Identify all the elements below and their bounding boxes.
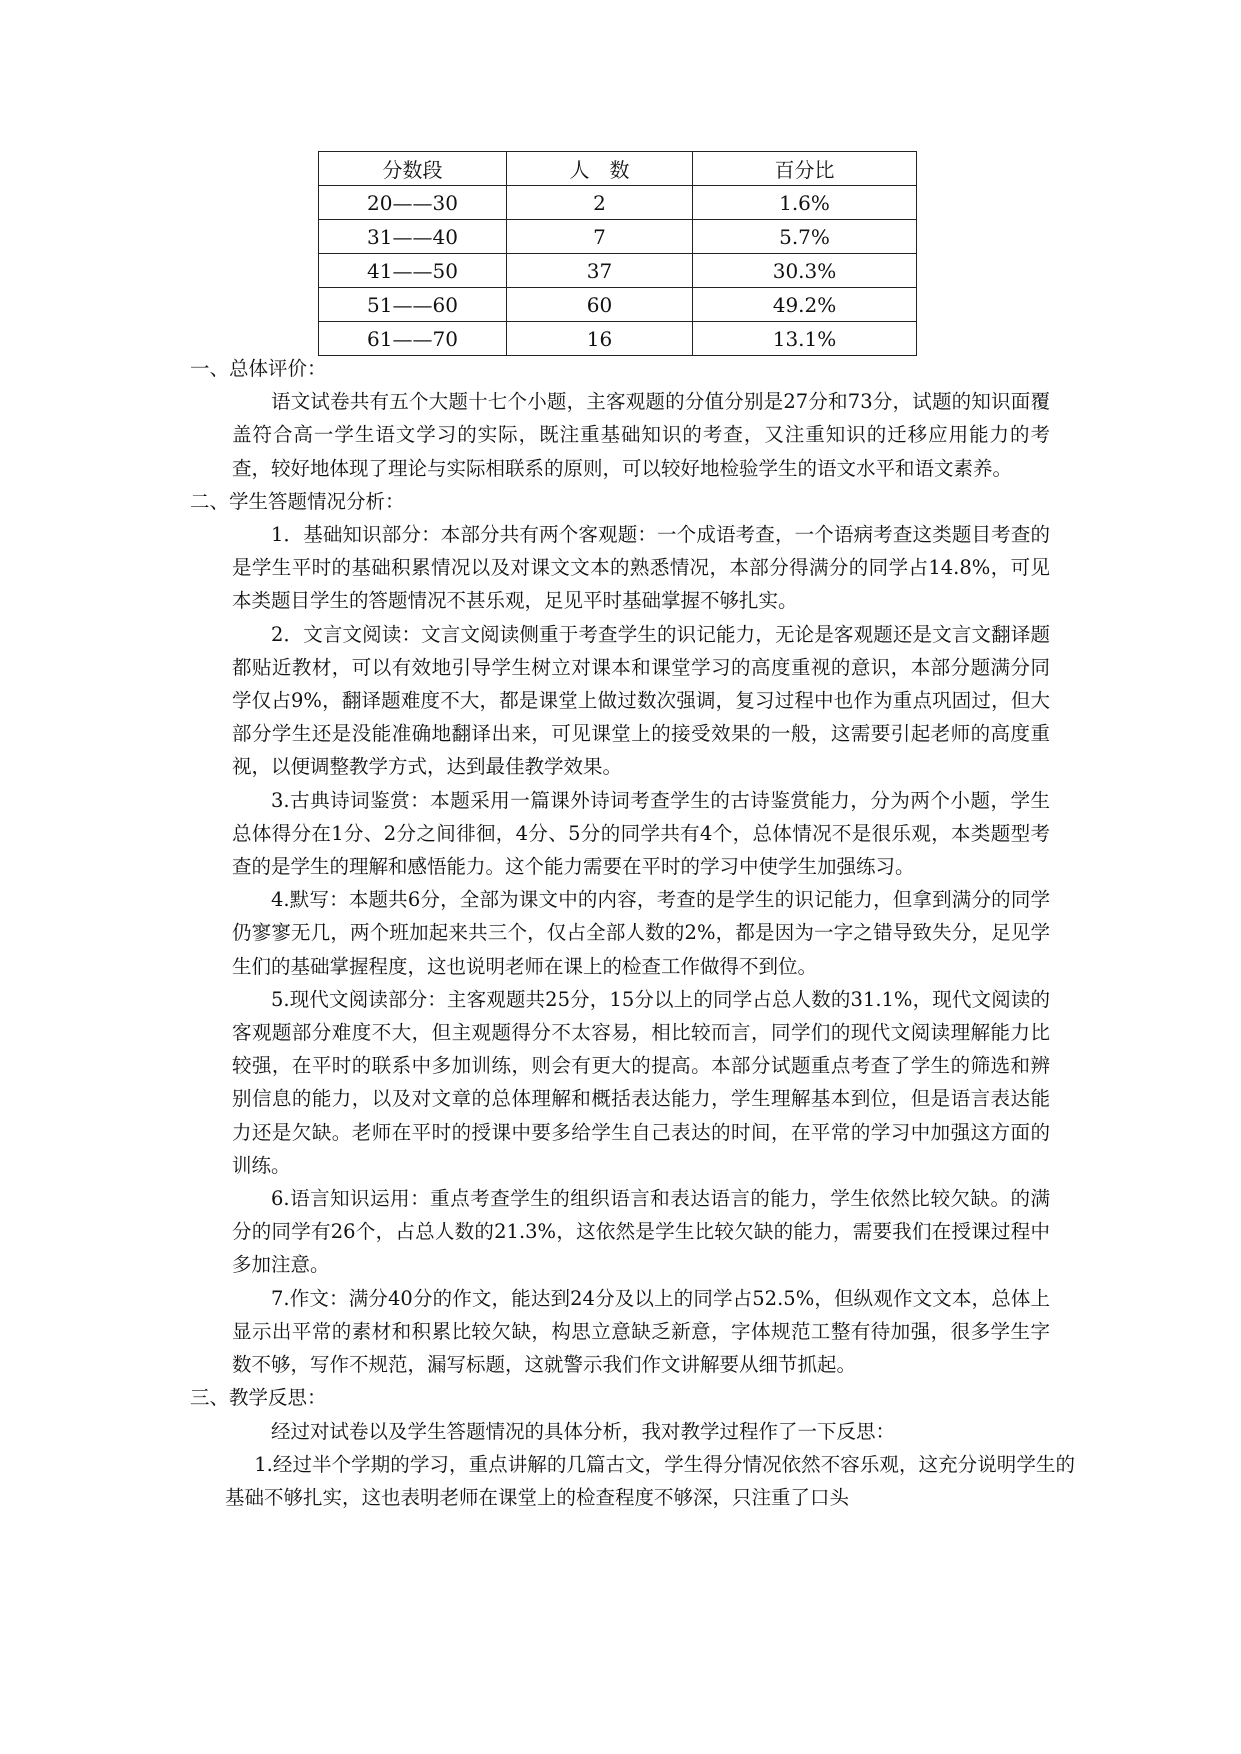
paragraph-dictation: 4.默写：本题共6分，全部为课文中的内容，考查的是学生的识记能力，但拿到满分的同学仍寥寥无几，两个班加起来共三个，仅占全部人数的2%，都是因为一字之错导致失分，足见学生们的基础掌握程度，这也说明老师在课上的检查工作做得不到位。 xyxy=(232,888,1050,978)
header-count: 人 数 xyxy=(507,152,693,186)
cell-percentage: 1.6% xyxy=(693,186,917,220)
cell-score-range: 61——70 xyxy=(319,322,507,356)
section-teaching-reflection xyxy=(190,1381,1075,1514)
cell-score-range: 31——40 xyxy=(319,220,507,254)
table-row xyxy=(319,254,917,288)
cell-count: 60 xyxy=(507,288,693,322)
table-row xyxy=(319,322,917,356)
section-heading: 一、总体评价： xyxy=(190,357,327,380)
table-row xyxy=(319,288,917,322)
cell-percentage: 30.3% xyxy=(693,254,917,288)
cell-count: 37 xyxy=(507,254,693,288)
table-header-row xyxy=(319,152,917,186)
paragraph: 语文试卷共有五个大题十七个小题，主客观题的分值分别是27分和73分，试题的知识面覆盖符合高一学生语文学习的实际，既注重基础知识的考查，又注重知识的迁移应用能力的考查，较好地体现了理论与实际相联系的原则，可以较好地检验学生的语文水平和语文素养。 xyxy=(232,390,1050,480)
cell-percentage: 13.1% xyxy=(693,322,917,356)
cell-count: 16 xyxy=(507,322,693,356)
cell-count: 2 xyxy=(507,186,693,220)
section-heading: 二、学生答题情况分析： xyxy=(190,489,405,513)
cell-score-range: 41——50 xyxy=(319,254,507,288)
paragraph-basic-knowledge: 1．基础知识部分：本部分共有两个客观题：一个成语考查，一个语病考查这类题目考查的是学生平时的基础积累情况以及对课文文本的熟悉情况，本部分得满分的同学占14.8%，可见本类题目学生的答题情况不甚乐观，足见平时基础掌握不够扎实。 xyxy=(232,523,1050,613)
score-distribution-table xyxy=(318,151,917,356)
paragraph-classical-chinese: 2．文言文阅读：文言文阅读侧重于考查学生的识记能力，无论是客观题还是文言文翻译题都贴近教材，可以有效地引导学生树立对课本和课堂学习的高度重视的意识，本部分题满分同学仅占9%，翻译题难度不大，都是课堂上做过数次强调，复习过程中也作为重点巩固过，但大部分学生还是没能准确地翻译出来，可见课堂上的接受效果的一般，这需要引起老师的高度重视，以便调整教学方式，达到最佳教学效果。 xyxy=(232,622,1050,779)
paragraph-composition: 7.作文：满分40分的作文，能达到24分及以上的同学占52.5%，但纵观作文文本，总体上显示出平常的素材和积累比较欠缺，构思立意缺乏新意，字体规范工整有待加强，很多学生字数不够，写作不规范，漏写标题，这就警示我们作文讲解要从细节抓起。 xyxy=(232,1286,1050,1377)
section-overall-evaluation xyxy=(190,352,1050,485)
section-answer-analysis xyxy=(190,485,1050,1381)
section-heading: 三、教学反思： xyxy=(190,1386,327,1410)
table-row xyxy=(319,220,917,254)
cell-score-range: 20——30 xyxy=(319,186,507,220)
paragraph-poetry-appreciation: 3.古典诗词鉴赏：本题采用一篇课外诗词考查学生的古诗鉴赏能力，分为两个小题，学生总体得分在1分、2分之间徘徊，4分、5分的同学共有4个，总体情况不是很乐观，本类题型考查的是学生的理解和感悟能力。这个能力需要在平时的学习中使学生加强练习。 xyxy=(232,788,1050,879)
paragraph: 经过对试卷以及学生答题情况的具体分析，我对教学过程作了一下反思： xyxy=(271,1419,896,1443)
paragraph-modern-reading: 5.现代文阅读部分：主客观题共25分，15分以上的同学占总人数的31.1%，现代文阅读的客观题部分难度不大，但主观题得分不太容易，相比较而言，同学们的现代文阅读理解能力比较强，在平时的联系中多加训练，则会有更大的提高。本部分试题重点考查了学生的筛选和辨别信息的能力，以及对文章的总体理解和概括表达能力，学生理解基本到位，但是语言表达能力还是欠缺。老师在平时的授课中要多给学生自己表达的时间，在平常的学习中加强这方面的训练。 xyxy=(232,987,1050,1177)
body-text xyxy=(190,352,1075,1514)
cell-percentage: 5.7% xyxy=(693,220,917,254)
cell-count: 7 xyxy=(507,220,693,254)
paragraph-reflection-1: 1.经过半个学期的学习，重点讲解的几篇古文，学生得分情况依然不容乐观，这充分说明学生的基础不够扎实，这也表明老师在课堂上的检查程度不够深，只注重了口头 xyxy=(225,1452,1075,1509)
table-row xyxy=(319,186,917,220)
header-percentage: 百分比 xyxy=(693,152,917,186)
cell-percentage: 49.2% xyxy=(693,288,917,322)
header-score-range: 分数段 xyxy=(319,152,507,186)
paragraph-language-use: 6.语言知识运用：重点考查学生的组织语言和表达语言的能力，学生依然比较欠缺。的满分的同学有26个，占总人数的21.3%，这依然是学生比较欠缺的能力，需要我们在授课过程中多加注意。 xyxy=(232,1187,1050,1277)
cell-score-range: 51——60 xyxy=(319,288,507,322)
